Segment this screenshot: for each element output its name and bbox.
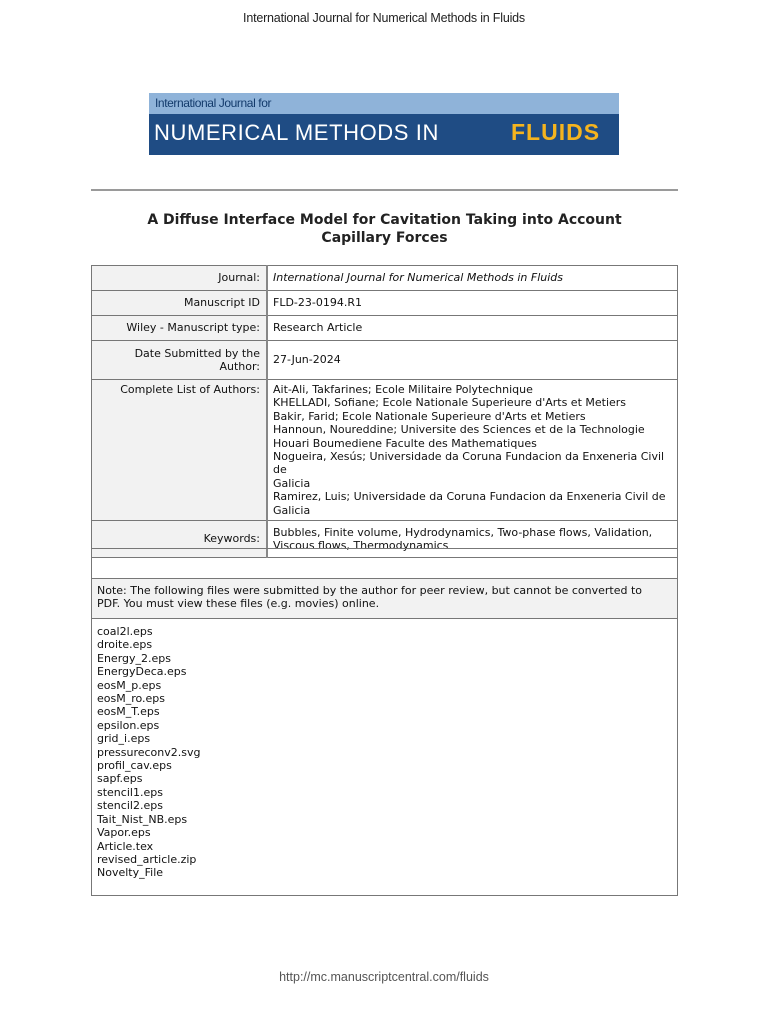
file-item: stencil2.eps [97, 799, 163, 813]
file-item: pressureconv2.svg [97, 745, 201, 759]
banner-accent-text: FLUIDS [511, 119, 601, 145]
banner-main-strip [149, 114, 619, 155]
blank-row [92, 549, 677, 579]
author-line: Galicia [273, 503, 311, 517]
file-item: revised_article.zip [97, 852, 197, 866]
row-journal [92, 266, 678, 291]
row-authors [92, 380, 678, 521]
supplementary-files-box [91, 548, 678, 896]
file-item: epsilon.eps [97, 718, 160, 732]
author-line: Houari Boumediene Faculte des Mathematiques [273, 436, 537, 450]
note-line: Note: The following files were submitted by the author for peer review, but cannot be converted to [97, 584, 643, 597]
divider-rule [91, 189, 678, 191]
author-line: Ait-Ali, Takfarines; Ecole Militaire Polytechnique [273, 383, 533, 396]
author-line: Ramirez, Luis; Universidade da Coruna Fundacion da Enxeneria Civil de [273, 490, 666, 504]
banner-main-text: NUMERICAL METHODS IN [154, 120, 439, 145]
journal-banner-logo [149, 93, 619, 155]
file-item: eosM_ro.eps [97, 692, 166, 706]
file-item: eosM_T.eps [97, 705, 160, 719]
row-manuscript-type [92, 316, 678, 341]
author-line: Nogueira, Xesús; Universidade da Coruna Fundacion da Enxeneria Civil de [273, 450, 665, 477]
date-label-line: Date Submitted by the [134, 346, 260, 360]
file-item: grid_i.eps [97, 732, 151, 746]
file-item: Novelty_File [97, 866, 164, 880]
file-item: droite.eps [97, 638, 153, 652]
file-item: coal2l.eps [97, 625, 153, 638]
date-label-line: Author: [219, 360, 260, 373]
file-item: Vapor.eps [97, 826, 151, 840]
paper-title [91, 211, 678, 247]
authors-label: Complete List of Authors: [92, 380, 268, 521]
manuscript-info-table [91, 265, 678, 558]
keywords-line: Bubbles, Finite volume, Hydrodynamics, Two-phase flows, Validation, [273, 525, 653, 539]
file-item: stencil1.eps [97, 785, 163, 799]
manuscript-type-value: Research Article [267, 316, 678, 341]
running-header: International Journal for Numerical Methods in Fluids [243, 11, 525, 25]
banner-top-text: International Journal for [155, 96, 272, 110]
title-line: Capillary Forces [321, 230, 448, 246]
file-list [92, 619, 677, 886]
keywords-label: Keywords: [92, 521, 268, 558]
file-item: Article.tex [97, 839, 154, 853]
date-submitted-label [92, 341, 268, 380]
keywords-line: Viscous flows, Thermodynamics [273, 539, 449, 553]
author-line: KHELLADI, Sofiane; Ecole Nationale Superieure d'Arts et Metiers [273, 396, 627, 410]
manuscript-id-label: Manuscript ID [92, 291, 268, 316]
manuscript-id-value: FLD-23-0194.R1 [267, 291, 678, 316]
row-manuscript-id [92, 291, 678, 316]
authors-list [267, 380, 678, 521]
conversion-note [92, 579, 677, 619]
row-date-submitted [92, 341, 678, 380]
file-item: sapf.eps [97, 772, 143, 786]
note-line: PDF. You must view these files (e.g. movies) online. [97, 597, 380, 611]
title-line: A Diffuse Interface Model for Cavitation Taking into Account [147, 212, 622, 228]
author-line: Galicia [273, 476, 311, 490]
file-item: Energy_2.eps [97, 651, 171, 665]
manuscript-type-label: Wiley - Manuscript type: [92, 316, 268, 341]
footer-url[interactable]: http://mc.manuscriptcentral.com/fluids [279, 970, 489, 984]
author-line: Hannoun, Noureddine; Universite des Sciences et de la Technologie [273, 423, 645, 437]
banner-top-strip [149, 93, 619, 114]
date-submitted-value: 27-Jun-2024 [267, 341, 678, 380]
file-item: Tait_Nist_NB.eps [97, 812, 188, 826]
file-item: eosM_p.eps [97, 678, 162, 692]
journal-value: International Journal for Numerical Methods in Fluids [267, 266, 678, 291]
journal-label: Journal: [92, 266, 268, 291]
file-item: EnergyDeca.eps [97, 665, 187, 679]
file-item: profil_cav.eps [97, 759, 172, 773]
author-line: Bakir, Farid; Ecole Nationale Superieure d'Arts et Metiers [273, 409, 586, 423]
